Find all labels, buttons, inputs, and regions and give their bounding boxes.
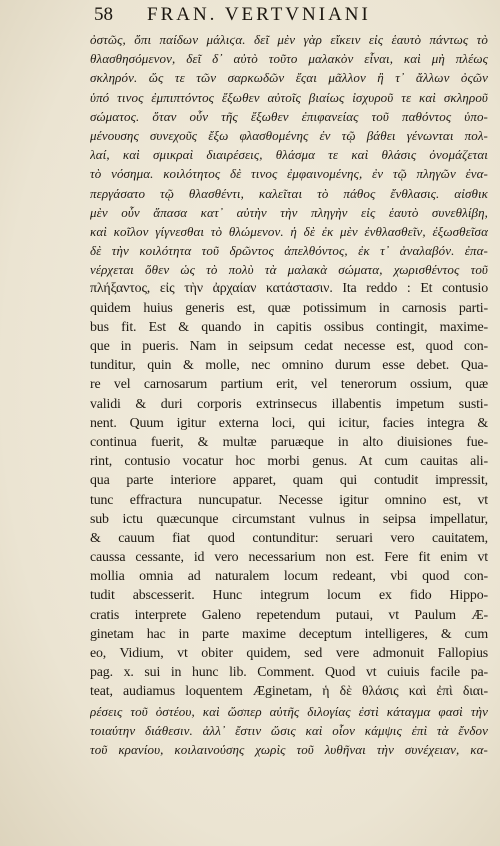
text-line: & cauum fiat quod contunditur: seruari vero cauitatem,: [90, 530, 488, 546]
text-line: caussa cessante, id vero necessarium non est. Fere fit enim vt: [90, 550, 488, 566]
text-line: σώματος. ὅταν οὖν τῆς ἔξωθεν ἐπιφανείας τοῦ παθόντος ὑπο-: [90, 108, 488, 124]
text-line: σκληρόν. ὥς τε τῶν σαρκωδῶν ἔςαι μᾶλλον ἢ τ᾽ ἄλλων ὀςῶν: [90, 70, 488, 86]
text-line: bus fit. Est & quando in capitis ossibus contingit, maxime-: [90, 319, 488, 335]
text-line: tudit abscesserit. Hunc integrum locum ex fido Hippo-: [90, 588, 488, 604]
text-line: μένουσης συνεχοῦς ἔξω φλασθομένης ἐν τῷ βάθει γένωνται πολ-: [90, 127, 488, 143]
page-header: [94, 4, 494, 30]
text-line: πλήξαντος, εἰς τὴν ἀρχαίαν κατάστασιν. Ita reddo : Et contusio: [90, 281, 488, 297]
text-line: καὶ κοῖλον γίγνεσθαι τὸ θλώμενον. ἡ δὲ ἐκ μὲν ἐνθλασθεῖν, ἐξωσθεῖσα: [90, 223, 488, 239]
text-line: τοιαύτην διάθεσιν. ἀλλ᾽ ἔστιν ὥσις καὶ οἷον κάμψις ἐπὶ τὰ ἔνδον: [90, 722, 488, 738]
body-text: [90, 30, 488, 759]
text-line: ginetam hac in parte maxime deceptum intelligeres, & cum: [90, 626, 488, 642]
text-line: pag. x. sui in hunc lib. Comment. Quod vt cuiuis facile pa-: [90, 665, 488, 681]
text-line: tunditur, quin & molle, nec omnino durum esse debet. Qua-: [90, 358, 488, 374]
page-number: 58: [94, 4, 113, 25]
text-line: sub ictu quæcunque circumstant vulnus in seipsa impellatur,: [90, 511, 488, 527]
text-line: re vel carnosarum partium erit, vel tenerorum ossium, quæ: [90, 377, 488, 393]
text-line: ρέσεις τοῦ ὀστέου, καὶ ὥσπερ αὐτῆς διλογίας ἐστὶ κάταγμα φασὶ τὴν: [90, 703, 488, 719]
text-line: rint, contusio vocatur hoc morbi genus. At cum cauitas ali-: [90, 454, 488, 470]
text-line: νέρχεται ὅθεν ὡς τὸ πολὺ τὰ μαλακὰ σώματα, χωρισθέντος τοῦ: [90, 262, 488, 278]
text-line: λαί, καὶ σμικραὶ διαιρέσεις, θλάσμα τε καὶ θλάσις ὀνομάζεται: [90, 147, 488, 163]
text-line: ὀστῶς, ὅπι παίδων μάλιϛα. δεῖ μὲν γὰρ εἴκειν εἰς ἑαυτὸ πάντως τὸ: [90, 32, 488, 47]
text-line: quidem huius generis est, quæ potissimum in carnosis parti-: [90, 300, 488, 316]
text-line: validi & duri corporis extrinsecus illabentis impetum susti-: [90, 396, 488, 412]
text-line: τοῦ κρανίου, κοιλαινούσης χωρὶς τοῦ λυθῆναι τὴν συνέχειαν, κα-: [90, 741, 488, 757]
text-line: tunc effractura nuncupatur. Necesse igitur omnino est, vt: [90, 492, 488, 508]
text-line: nent. Quum igitur externa loci, qui icitur, facies integra &: [90, 415, 488, 431]
text-line: eo, Vidium, vt obiter quidem, sed vere admonuit Fallopius: [90, 646, 488, 661]
text-line: θλασθησόμενον, δεῖ δ᾽ αὐτὸ τοῦτο μαλακὸν εἶναι, καὶ μὴ πλέως: [90, 51, 488, 67]
text-line: τὸ νόσημα. κοιλότητος δὲ τινος ἐμφαινομένης, ἐν τῷ πληγῶν ἐνα-: [90, 166, 488, 182]
text-line: qua parte interiore apparet, quam qui contudit impressit,: [90, 473, 488, 489]
text-line: teat, audiamus loquentem Æginetam, ἡ δὲ θλάσις καὶ ἐπὶ διαι-: [90, 684, 488, 700]
running-head: FRAN. VERTVNIANI: [147, 4, 371, 25]
text-line: δὲ τὴν κοιλότητα τοῦ δρῶντος ἀπελθόντος, ἐκ τ᾽ ἀναλαβόν. ἐπα-: [90, 243, 488, 259]
text-line: continua fuerit, & multæ paruæque in alto diuisiones fue-: [90, 434, 488, 450]
text-line: que in pueris. Nam in seipsum cedat necesse est, quod con-: [90, 339, 488, 354]
text-line: μὲν οὖν ἅπασα κατ᾽ αὐτὴν τὴν πληγὴν εἰς ἑαυτὸ συνεθλίβη,: [90, 204, 488, 220]
text-line: περγάσατο τῷ θλασθέντι, καλεῖται τὸ πάθος ἔνθλασις. αἰσθικ: [90, 185, 488, 201]
text-line: cratis interprete Galeno repetendum putaui, vt Paulum Æ-: [90, 607, 488, 623]
text-line: mollia omnia ad naturalem locum redeant, vbi quod con-: [90, 569, 488, 585]
text-line: ὑπό τινος ἐμπιπτόντος ἔξωθεν αὐτοῖς βιαίως ἰσχυροῦ τε καὶ σκληροῦ: [90, 89, 488, 105]
